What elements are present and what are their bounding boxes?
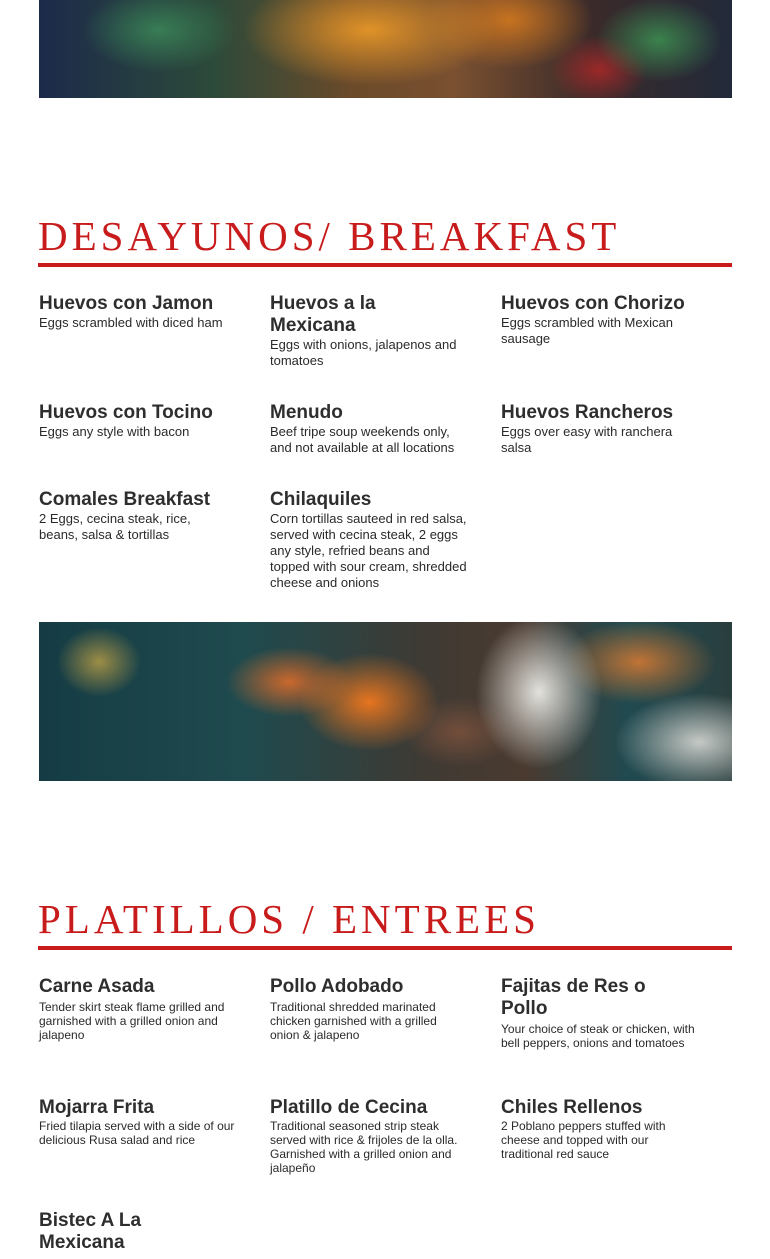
menu-item-name: Fajitas de Res o Pollo <box>501 976 646 1019</box>
menu-item-description: Tender skirt steak flame grilled and garnished with a grilled onion and jalapeno <box>39 1000 225 1042</box>
menu-item-description: Traditional seasoned strip steak served with rice & frijoles de la olla. Garnished with a grilled onion and jalapeño <box>270 1119 458 1175</box>
menu-item <box>39 402 239 440</box>
menu-item <box>39 1097 239 1147</box>
menu-item-name: Menudo <box>270 402 343 423</box>
menu-item-description: Eggs with onions, jalapenos and tomatoes <box>270 337 457 368</box>
breakfast-title-rule <box>38 263 732 267</box>
menu-item-name: Chiles Rellenos <box>501 1097 643 1118</box>
menu-item-name: Mojarra Frita <box>39 1097 155 1118</box>
menu-item-name: Huevos con Chorizo <box>501 293 685 314</box>
menu-item <box>39 1210 189 1254</box>
food-photo-top <box>39 0 732 98</box>
menu-item <box>39 293 239 331</box>
menu-item-description: 2 Poblano peppers stuffed with cheese and topped with our traditional red sauce <box>501 1119 666 1161</box>
menu-item <box>270 1097 470 1175</box>
menu-item <box>39 976 239 1042</box>
menu-item-description: Beef tripe soup weekends only, and not available at all locations <box>270 424 455 455</box>
menu-item <box>270 489 470 591</box>
menu-item-name: Comales Breakfast <box>39 489 211 510</box>
breakfast-section-title: DESAYUNOS/ BREAKFAST <box>38 213 621 259</box>
menu-item-name: Bistec A La Mexicana <box>39 1210 142 1253</box>
menu-item-name: Huevos Rancheros <box>501 402 674 423</box>
menu-item <box>501 976 701 1050</box>
menu-item-name: Carne Asada <box>39 976 155 997</box>
menu-item-description: Eggs scrambled with Mexican sausage <box>501 315 673 346</box>
menu-item-name: Platillo de Cecina <box>270 1097 428 1118</box>
menu-item <box>501 293 711 347</box>
menu-item-description: Your choice of steak or chicken, with bell peppers, onions and tomatoes <box>501 1022 695 1050</box>
menu-item <box>270 402 470 456</box>
menu-item-description: 2 Eggs, cecina steak, rice, beans, salsa & tortillas <box>39 511 191 542</box>
menu-item-description: Fried tilapia served with a side of our delicious Rusa salad and rice <box>39 1119 235 1147</box>
menu-item-description: Eggs over easy with ranchera salsa <box>501 424 673 455</box>
menu-item <box>270 293 470 369</box>
menu-item-description: Traditional shredded marinated chicken garnished with a grilled onion & jalapeno <box>270 1000 437 1042</box>
menu-item <box>270 976 470 1042</box>
food-photo-middle <box>39 622 732 781</box>
entrees-section-title: PLATILLOS / ENTREES <box>38 896 540 942</box>
menu-item <box>501 402 711 456</box>
menu-item-description: Eggs scrambled with diced ham <box>39 315 223 330</box>
menu-item-name: Pollo Adobado <box>270 976 404 997</box>
menu-item-name: Huevos a la Mexicana <box>270 293 376 336</box>
menu-item <box>501 1097 701 1161</box>
menu-item-description: Corn tortillas sauteed in red salsa, served with cecina steak, 2 eggs any style, refried beans and topped with sour cream, shredded cheese and onions <box>270 511 467 590</box>
menu-item <box>39 489 239 543</box>
menu-item-name: Chilaquiles <box>270 489 372 510</box>
menu-item-description: Eggs any style with bacon <box>39 424 190 439</box>
menu-item-name: Huevos con Jamon <box>39 293 214 314</box>
entrees-title-rule <box>38 946 732 950</box>
menu-item-name: Huevos con Tocino <box>39 402 213 423</box>
